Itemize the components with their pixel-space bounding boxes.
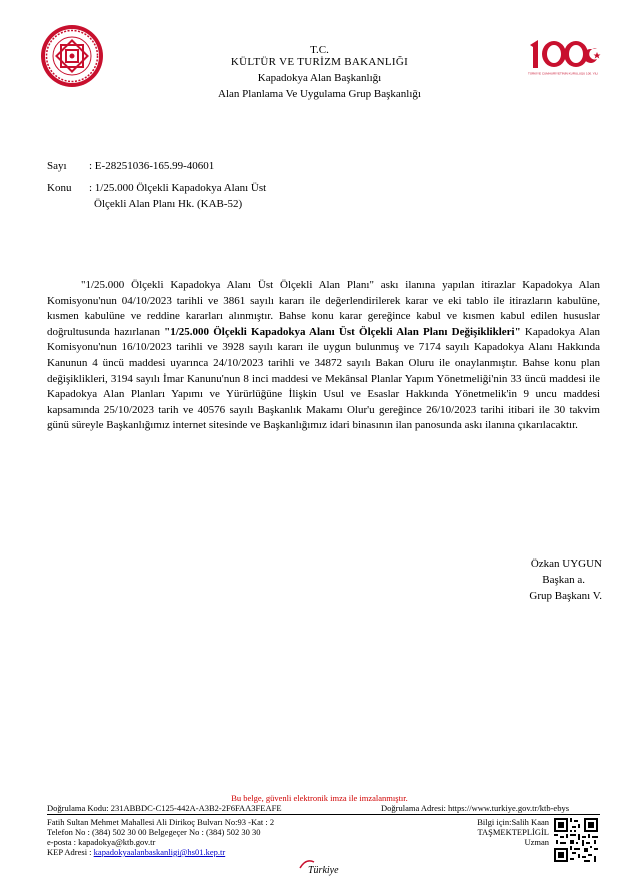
sayi-label: Sayı [47, 160, 67, 172]
centennial-100-logo [524, 36, 602, 76]
header-directorate: Kapadokya Alan Başkanlığı [257, 72, 382, 84]
body-text-part1: "1/25.000 Ölçekli Kapadokya Alanı Üst Ölçekli Alan Planı" askı ilanına yapılan itirazlar Kapadokya Alan Komisyonu'nun 04/10/2023 tarihli ve 3861 sayılı kararı ile değerlendirilerek karar ve eki tablo ile itirazların kabulüne, kısmen kabulüne ve reddine kararları alınmıştır. Bahse konu karar gereğince kabul ve kısmen kabul edilen hususlar doğrultusunda hazırlanan [47, 279, 600, 338]
footer-address: Fatih Sultan Mehmet Mahallesi Ali Dirikoç Bulvarı No:93 -Kat : 2 [47, 817, 275, 827]
turkiye-brand-logo [296, 854, 348, 878]
info-contact-surname: TAŞMEKTEPLİGİL [477, 827, 549, 837]
kep-address-link[interactable]: kapadokyaalanbaskanligi@hs01.kep.tr [93, 847, 226, 857]
sayi-value: : E-28251036-165.99-40601 [89, 160, 215, 172]
header-ministry: KÜLTÜR VE TURİZM BAKANLIĞI [230, 56, 409, 68]
centennial-caption: TÜRKİYE CUMHURİYETİNİN KURULUŞU 100. YILI [528, 71, 598, 76]
verification-address: Doğrulama Adresi: https://www.turkiye.gov.tr/ktb-ebys [381, 803, 569, 813]
konu-value-line1: : 1/25.000 Ölçekli Kapadokya Alanı Üst [89, 182, 267, 194]
footer-kep [47, 848, 225, 858]
body-text-part2: Kapadokya Alan Komisyonu'nun 16/10/2023 tarihli ve 3928 sayılı kararı ile uygun bulunmuş ve 7174 sayılı Kapadokya Alanı Hakkında Kanunun 4 üncü maddesi uyarınca 24/10/2023 tarihli ve 34872 sayılı Bakan Oluru ile onaylanmıştır. Bahse konu plan değişiklikleri, 3194 sayılı İmar Kanunu'nun 8 inci maddesi ve Mekânsal Planlar Yapım Yönetmeliği'nin 33 üncü maddesi ile Kapadokya Alan Planları Yapımı ve Yürürlüğüne İlişkin Usul ve Esaslar Hakkında Yönetmelik'in 9 uncu maddesi kapsamında 25/10/2023 tarih ve 40576 sayılı Başkanlık Makamı Olur'u gereğince 26/10/2023 tarihi itibari ile 30 takvim günü süreyle Başkanlığımız internet sitesinde ve Başkanlığımız idari binasının ilan panosunda askı ilanına çıkarılacaktır. [47, 325, 600, 432]
body-text-bold-title: "1/25.000 Ölçekli Kapadokya Alanı Üst Ölçekli Alan Planı Değişiklikleri" [164, 325, 521, 338]
header-department: Alan Planlama Ve Uygulama Grup Başkanlığı [218, 88, 421, 100]
body-paragraph [47, 278, 600, 434]
signer-title-1: Başkan a. [542, 574, 585, 586]
info-contact-title: Uzman [524, 837, 549, 847]
info-contact-name: Bilgi için:Salih Kaan [477, 817, 549, 827]
esign-notice: Bu belge, güvenli elektronik imza ile imzalanmıştır. [231, 793, 408, 803]
konu-value-line2: Ölçekli Alan Planı Hk. (KAB-52) [94, 198, 243, 210]
konu-label: Konu [47, 182, 72, 194]
signer-title-2: Grup Başkanı V. [529, 590, 602, 602]
footer-email: e-posta : kapadokya@ktb.gov.tr [47, 837, 156, 847]
header-tc: T.C. [310, 44, 329, 56]
kep-label: KEP Adresi : [47, 847, 94, 857]
turkiye-logo-text: Türkiye [308, 865, 339, 876]
footer-phone: Telefon No : (384) 502 30 00 Belgegeçer No : (384) 502 30 30 [47, 827, 261, 837]
signer-name: Özkan UYGUN [530, 558, 602, 570]
footer-divider [47, 814, 600, 815]
verification-code: Doğrulama Kodu: 231ABBDC-C125-442A-A3B2-2F6FAA3FEAFE [47, 803, 282, 813]
qr-code [554, 818, 598, 862]
